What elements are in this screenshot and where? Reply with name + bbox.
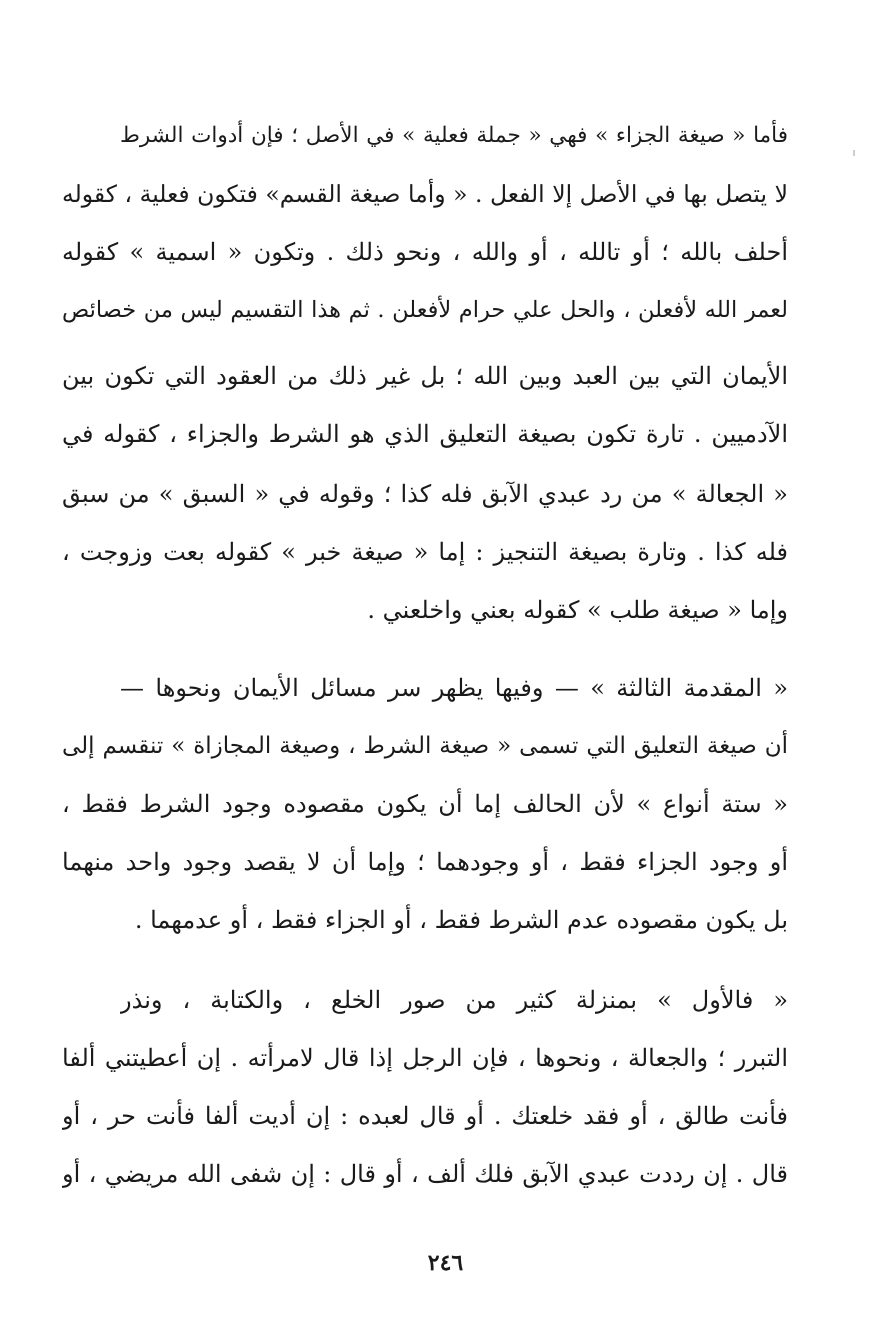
margin-mark <box>853 150 855 156</box>
text-line: الأيمان التي بين العبد وبين الله ؛ بل غير ذلك من العقود التي تكون بين <box>62 362 788 390</box>
text-line: وإما « صيغة طلب » كقوله بعني واخلعني . <box>367 596 788 624</box>
text-line: فأما « صيغة الجزاء » فهي « جملة فعلية » في الأصل ؛ فإن أدوات الشرط <box>120 123 788 148</box>
text-line: بل يكون مقصوده عدم الشرط فقط ، أو الجزاء فقط ، أو عدمهما . <box>134 906 788 934</box>
text-line: « الجعالة » من رد عبدي الآبق فله كذا ؛ وقوله في « السبق » من سبق <box>62 480 788 508</box>
text-line: أحلف بالله ؛ أو تالله ، أو والله ، ونحو ذلك . وتكون « اسمية » كقوله <box>62 238 788 266</box>
text-line: لعمر الله لأفعلن ، والحل علي حرام لأفعلن . ثم هذا التقسيم ليس من خصائص <box>62 297 788 323</box>
text-line: أو وجود الجزاء فقط ، أو وجودهما ؛ وإما أن لا يقصد وجود واحد منهما <box>62 848 788 876</box>
text-line: « ستة أنواع » لأن الحالف إما أن يكون مقصوده وجود الشرط فقط ، <box>62 790 788 818</box>
text-line: قال . إن رددت عبدي الآبق فلك ألف ، أو قال : إن شفى الله مريضي ، أو <box>62 1160 788 1188</box>
text-line: فله كذا . وتارة بصيغة التنجيز : إما « صيغة خبر » كقوله بعت وزوجت ، <box>62 538 788 566</box>
page-number: ٢٤٦ <box>427 1250 464 1276</box>
text-line: الآدميين . تارة تكون بصيغة التعليق الذي هو الشرط والجزاء ، كقوله في <box>62 420 788 448</box>
text-line: « فالأول » بمنزلة كثير من صور الخلع ، والكتابة ، ونذر <box>120 986 788 1014</box>
text-line: لا يتصل بها في الأصل إلا الفعل . « وأما صيغة القسم» فتكون فعلية ، كقوله <box>62 180 788 208</box>
text-line: « المقدمة الثالثة » — وفيها يظهر سر مسائل الأيمان ونحوها — <box>120 674 788 702</box>
text-line: أن صيغة التعليق التي تسمى « صيغة الشرط ، وصيغة المجازاة » تنقسم إلى <box>62 733 788 759</box>
text-line: التبرر ؛ والجعالة ، ونحوها ، فإن الرجل إذا قال لامرأته . إن أعطيتني ألفا <box>62 1044 788 1072</box>
text-line: فأنت طالق ، أو فقد خلعتك . أو قال لعبده : إن أديت ألفا فأنت حر ، أو <box>62 1102 788 1130</box>
